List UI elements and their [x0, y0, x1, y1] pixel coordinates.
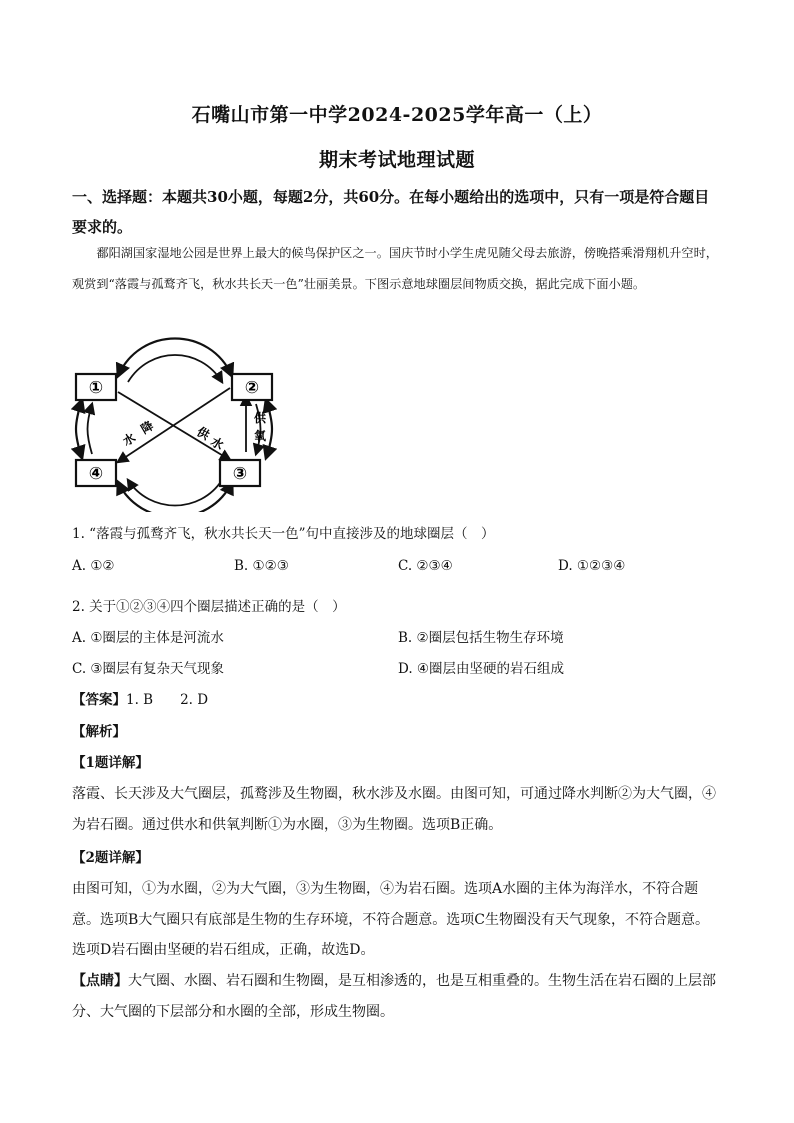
tip-label: 【点睛】 [72, 973, 128, 989]
answer-label: 【答案】 [72, 692, 126, 708]
q2-option-d: D. ④圈层由坚硬的岩石组成 [398, 661, 565, 677]
q1-option-c: C. ②③④ [398, 558, 453, 574]
arc-top [118, 339, 232, 377]
inner-arc-top [128, 355, 222, 382]
question-2-stem: 2. 关于①②③④四个圈层描述正确的是（ ） [72, 599, 346, 615]
q2-option-c: C. ③圈层有复杂天气现象 [72, 661, 225, 677]
node-2-label: ② [244, 378, 260, 398]
arrow-water-supply [118, 392, 230, 460]
detail-1-text: 落霞、长天涉及大气圈层，孤鹜涉及生物圈，秋水涉及水圈。由图可知，可通过降水判断②为大气圈，④为岩石圈。通过供水和供氧判断①为水圈，③为生物圈。选项B正确。 [72, 786, 716, 833]
arc-right [266, 400, 272, 458]
q1-option-b: B. ①②③ [234, 558, 289, 574]
tip-text: 大气圈、水圈、岩石圈和生物圈，是互相渗透的，也是互相重叠的。生物生活在岩石圈的上层部分、大气圈的下层部分和水圈的全部，形成生物圈。 [72, 973, 716, 1020]
node-4-label: ④ [88, 464, 104, 484]
inner-arc-left [88, 404, 93, 454]
reading-passage: 鄱阳湖国家湿地公园是世界上最大的候鸟保护区之一。国庆节时小学生虎见随父母去旅游，傍晚搭乘滑翔机升空时，观赏到“落霞与孤鹜齐飞，秋水共长天一色”壮丽美景。下图示意地球圈层间物质交换，据此完成下面小题。 [72, 246, 718, 291]
answer-line [72, 690, 208, 710]
question-1-stem: 1. “落霞与孤鹜齐飞，秋水共长天一色”句中直接涉及的地球圈层（ ） [72, 526, 495, 542]
arc-bottom [118, 482, 232, 512]
node-1-label: ① [88, 378, 104, 398]
q2-option-a: A. ①圈层的主体是河流水 [72, 630, 224, 646]
exam-subtitle: 期末考试地理试题 [318, 149, 475, 171]
detail-2-label: 【2题详解】 [72, 850, 149, 866]
detail-2-text: 由图可知，①为水圈，②为大气圈，③为生物圈，④为岩石圈。选项A水圈的主体为海洋水，不符合题意。选项B大气圈只有底部是生物的生存环境，不符合题意。选项C生物圈没有天气现象，不符合题意。选项D岩石圈由坚硬的岩石组成，正确，故选D。 [72, 881, 709, 958]
arc-left [76, 400, 82, 458]
q1-option-a: A. ①② [72, 558, 115, 574]
node-3-label: ③ [232, 464, 248, 484]
label-gong: 供 [194, 424, 212, 443]
tip-paragraph [72, 966, 722, 1027]
q1-option-d: D. ①②③④ [558, 558, 626, 574]
section-heading: 一、选择题：本题共30小题，每题2分，共60分。在每小题给出的选项中，只有一项是符合题目要求的。 [72, 188, 710, 236]
label-shui-left: 水 [120, 430, 138, 449]
answer-text: 1. B 2. D [126, 692, 209, 708]
q2-option-b: B. ②圈层包括生物生存环境 [398, 630, 564, 646]
label-jiang: 降 [138, 418, 156, 437]
detail-1-label: 【1题详解】 [72, 755, 149, 771]
analysis-label: 【解析】 [72, 724, 126, 740]
exam-title: 石嘴山市第一中学2024-2025学年高一（上） [191, 104, 603, 126]
label-gongyang-2: 氧 [254, 429, 267, 443]
label-shui-right: 水 [208, 434, 226, 453]
sphere-exchange-diagram [70, 334, 285, 512]
inner-arc-bottom [128, 480, 222, 506]
label-gongyang-1: 供 [254, 411, 267, 425]
